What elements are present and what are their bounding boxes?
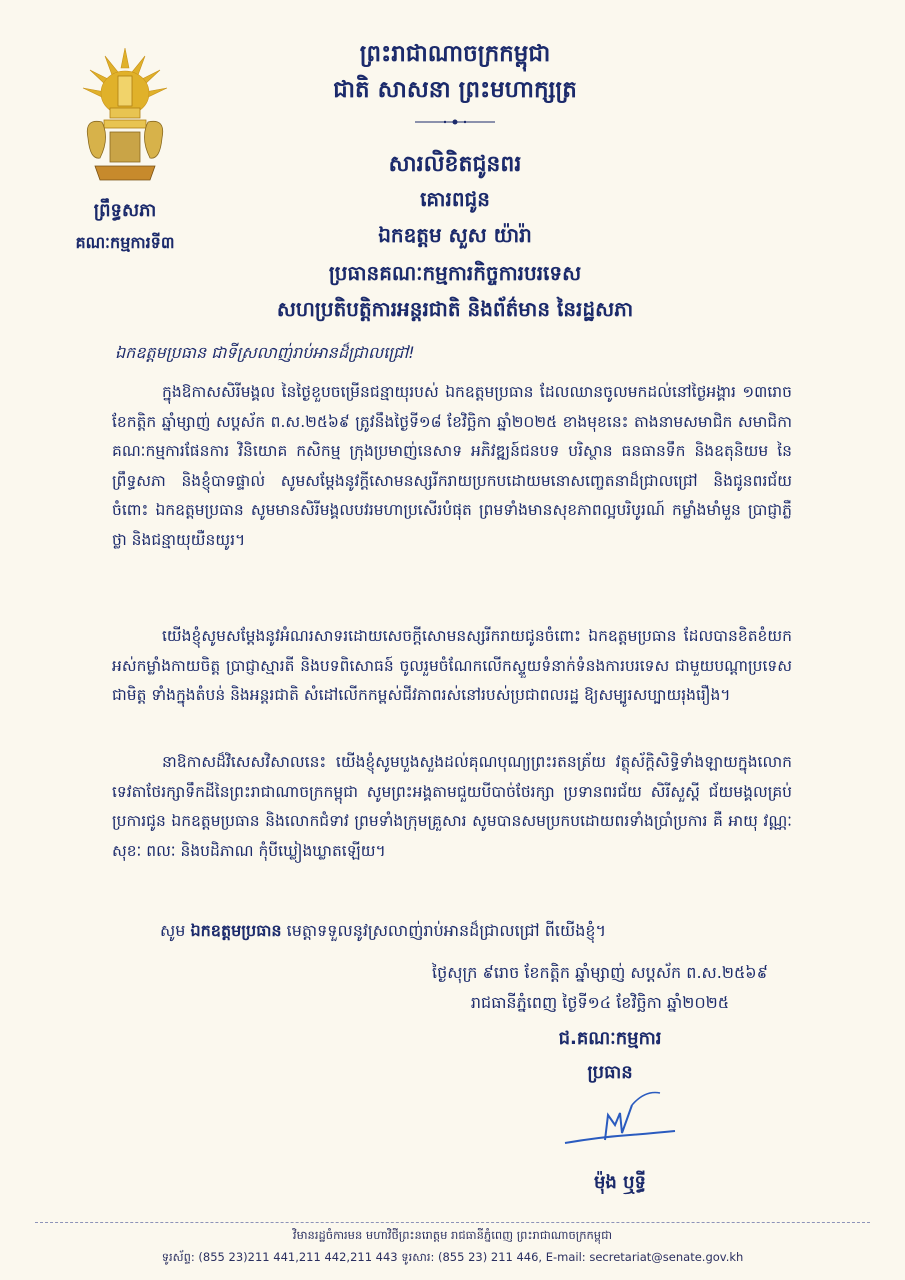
recipient-role-continued: សហប្រតិបត្តិការអន្តរជាតិ និងព័ត៌មាន នៃរដ្ឋសភា [276, 297, 634, 321]
paragraph-2: យើងខ្ញុំសូមសម្តែងនូវអំណរសាទរដោយសេចក្តីសោមនស្សរីករាយជូនចំពោះ ឯកឧត្តមប្រធាន ដែលបានខិតខំយកអស់កម្លាំងកាយចិត្ត ប្រាជ្ញាស្មារតី និងបទពិសោធន៍ ចូលរួមចំណែកលើកស្ទួយទំនាក់ទំនងការបរទេស ជាមួយបណ្តាប្រទេសជាមិត្ត ទាំងក្នុងតំបន់ និងអន្តរជាតិ សំដៅលើកកម្ពស់ជីវភាពរស់នៅរបស់ប្រជាពលរដ្ឋ ឱ្យសម្បូរសប្បាយរុងរឿង។ [112, 627, 792, 704]
footer-contact: ទូរស័ព្ទ: (855 23)211 441,211 442,211 443 ទូរសារ: (855 23) 211 446, E-mail: secretariat@senate.gov.kh [161, 1250, 744, 1264]
footer-divider [35, 1222, 870, 1223]
signer-organization: ជ.គណៈកម្មការ [558, 1028, 662, 1049]
paragraph-3: នាឱកាសដ៏វិសេសវិសាលនេះ យើងខ្ញុំសូមបួងសួងដល់គុណបុណ្យព្រះរតនត្រ័យ វត្ថុស័ក្តិសិទ្ធិទាំងឡាយក្នុងលោក ទេវតាថែរក្សាទឹកដីនៃព្រះរាជាណាចក្រកម្ពុជា សូមព្រះអង្គតាមជួយបីបាច់ថែរក្សា ប្រទានពរជ័យ សិរីសួស្តី ជ័យមង្គលគ្រប់ប្រការជូន ឯកឧត្តមប្រធាន និងលោកជំទាវ ព្រមទាំងក្រុមគ្រួសារ សូមបានសមប្រកបដោយពរទាំងប្រាំប្រការ គឺ អាយុ វណ្ណៈ សុខៈ ពលៈ និងបដិភាណ កុំបីឃ្លៀងឃ្លាតឡើយ។ [112, 753, 792, 860]
ornament-divider-icon [415, 118, 495, 126]
solar-date: រាជធានីភ្នំពេញ ថ្ងៃទី១៤ ខែវិច្ឆិកា ឆ្នាំ២០២៥ [470, 993, 730, 1012]
footer-address: វិមានរដ្ឋចំការមន មហាវិថីព្រះនរោត្តម រាជធានីភ្នំពេញ ព្រះរាជាណាចក្រកម្ពុជា [292, 1228, 613, 1242]
commission-name: គណៈកម្មការទី៣ [75, 233, 175, 252]
lunar-date: ថ្ងៃសុក្រ ៩រោច ខែកត្តិក ឆ្នាំម្សាញ់ សប្តស័ក ព.ស.២៥៦៩ [432, 963, 768, 982]
recipient-name: ឯកឧត្តម សួស យ៉ារ៉ា [378, 223, 532, 247]
addressed-to: គោរពជូន [420, 187, 490, 211]
paragraph-1: ក្នុងឱកាសសិរីមង្គល នៃថ្ងៃខួបចម្រើនជន្មាយុរបស់ ឯកឧត្តមប្រធាន ដែលឈានចូលមកដល់នៅថ្ងៃអង្គារ ១៣រោច ខែកត្តិក ឆ្នាំម្សាញ់ សប្តស័ក ព.ស.២៥៦៩ ត្រូវនឹងថ្ងៃទី១៨ ខែវិច្ឆិកា ឆ្នាំ២០២៥ ខាងមុខនេះ តាងនាមសមាជិក សមាជិកាគណៈកម្មការផែនការ វិនិយោគ កសិកម្ម ក្រុងប្រមាញ់នេសាទ អភិវឌ្ឍន៍ជនបទ បរិស្ថាន ធនធានទឹក និងឧតុនិយម នៃព្រឹទ្ធសភា និងខ្ញុំបាទផ្ទាល់ សូមសម្តែងនូវក្តីសោមនស្សរីករាយប្រកបដោយមនោសញ្ចេតនាដ៏ជ្រាលជ្រៅ និងជូនពរជ័យចំពោះ ឯកឧត្តមប្រធាន សូមមានសិរីមង្គលបវរមហាប្រសើរបំផុត ព្រមទាំងមានសុខភាពល្អបរិបូរណ៍ កម្លាំងមាំមួន ប្រាជ្ញាភ្លឺថ្លា និងជន្មាយុយឺនយូរ។ [112, 383, 792, 549]
senate-name: ព្រឹទ្ធសភា [93, 200, 157, 221]
closing-prefix: សូម [160, 921, 186, 940]
signer-name: ម៉ុង ឬទ្ធី [594, 1172, 646, 1193]
closing-line [160, 920, 606, 944]
closing-suffix: មេត្តាទទួលនូវស្រលាញ់រាប់អានដ៏ជ្រាលជ្រៅ ពីយើងខ្ញុំ។ [286, 921, 607, 940]
recipient-role: ប្រធានគណៈកម្មការកិច្ចការបរទេស [328, 261, 582, 285]
handwritten-signature-icon [560, 1085, 680, 1155]
kingdom-name: ព្រះរាជាណាចក្រកម្ពុជា [359, 41, 551, 67]
national-motto: ជាតិ សាសនា ព្រះមហាក្សត្រ [333, 77, 577, 103]
salutation: ឯកឧត្តមប្រធាន ជាទីស្រលាញ់រាប់អានដ៏ជ្រាលជ្រៅ! [115, 343, 415, 362]
letter-title: សារលិខិតជូនពរ [388, 152, 522, 177]
signer-role: ប្រធាន [587, 1062, 633, 1083]
closing-recipient: ឯកឧត្តមប្រធាន [190, 921, 282, 940]
senate-emblem-icon [80, 48, 170, 188]
